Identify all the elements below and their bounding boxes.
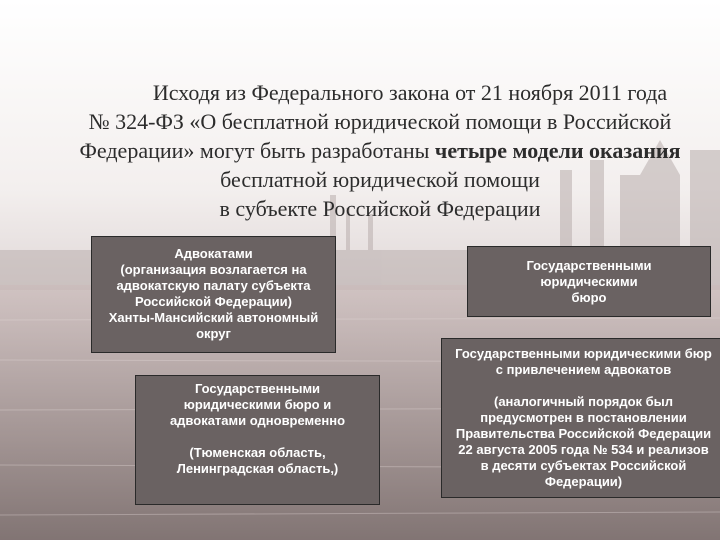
heading-line-4: бесплатной юридической помощи	[220, 167, 540, 192]
model-note-line: Правительства Российской Федерации	[455, 426, 712, 441]
model-text-line: юридическими	[540, 274, 638, 289]
model-text-line: округ	[196, 326, 231, 341]
model-note-line: предусмотрен в постановлении	[480, 410, 687, 425]
model-box-state-bureaus	[467, 246, 711, 317]
model-text-line: (организация возлагается на	[120, 262, 307, 277]
model-text-line: с привлечением адвокатов	[495, 362, 672, 377]
heading-line-3-prefix: Федерации» могут быть разработаны	[79, 138, 435, 163]
model-box-advocates	[91, 236, 336, 353]
model-note-line: 22 августа 2005 года № 534 и реализов	[458, 442, 709, 457]
model-text-line: адвокатскую палату субъекта	[116, 278, 311, 293]
model-text-line: Ханты-Мансийский автономный	[108, 310, 319, 325]
model-note-line: (Тюменская область,	[189, 445, 326, 460]
model-text-line: Государственными	[194, 381, 321, 396]
heading-line-1: Исходя из Федерального закона от 21 ноября 2011 года	[152, 80, 668, 105]
heading-line-5: в субъекте Российской Федерации	[219, 196, 541, 221]
model-text-line: адвокатами одновременно	[169, 413, 346, 428]
model-note-line: Ленинградская область,)	[176, 461, 339, 476]
model-text-line: Российской Федерации)	[135, 294, 292, 309]
model-box-bureaus-with-advocates	[441, 338, 720, 498]
model-text-line: юридическими бюро и	[183, 397, 332, 412]
model-text-line: Государственными	[526, 258, 652, 273]
model-note-line: Федерации)	[544, 474, 623, 489]
heading-line-3	[40, 136, 720, 165]
model-text-line: бюро	[571, 290, 607, 305]
model-text-line: Государственными юридическими бюр	[455, 346, 712, 361]
model-note-line: в десяти субъектах Российской	[480, 458, 687, 473]
model-note-line: (аналогичный порядок был	[493, 394, 674, 409]
slide-heading	[40, 78, 720, 223]
heading-line-2: № 324-ФЗ «О бесплатной юридической помощи в Российской	[88, 109, 672, 134]
model-box-bureaus-and-advocates	[135, 375, 380, 505]
model-text-line: Адвокатами	[174, 246, 253, 261]
heading-emphasis: четыре модели оказания	[434, 138, 681, 163]
